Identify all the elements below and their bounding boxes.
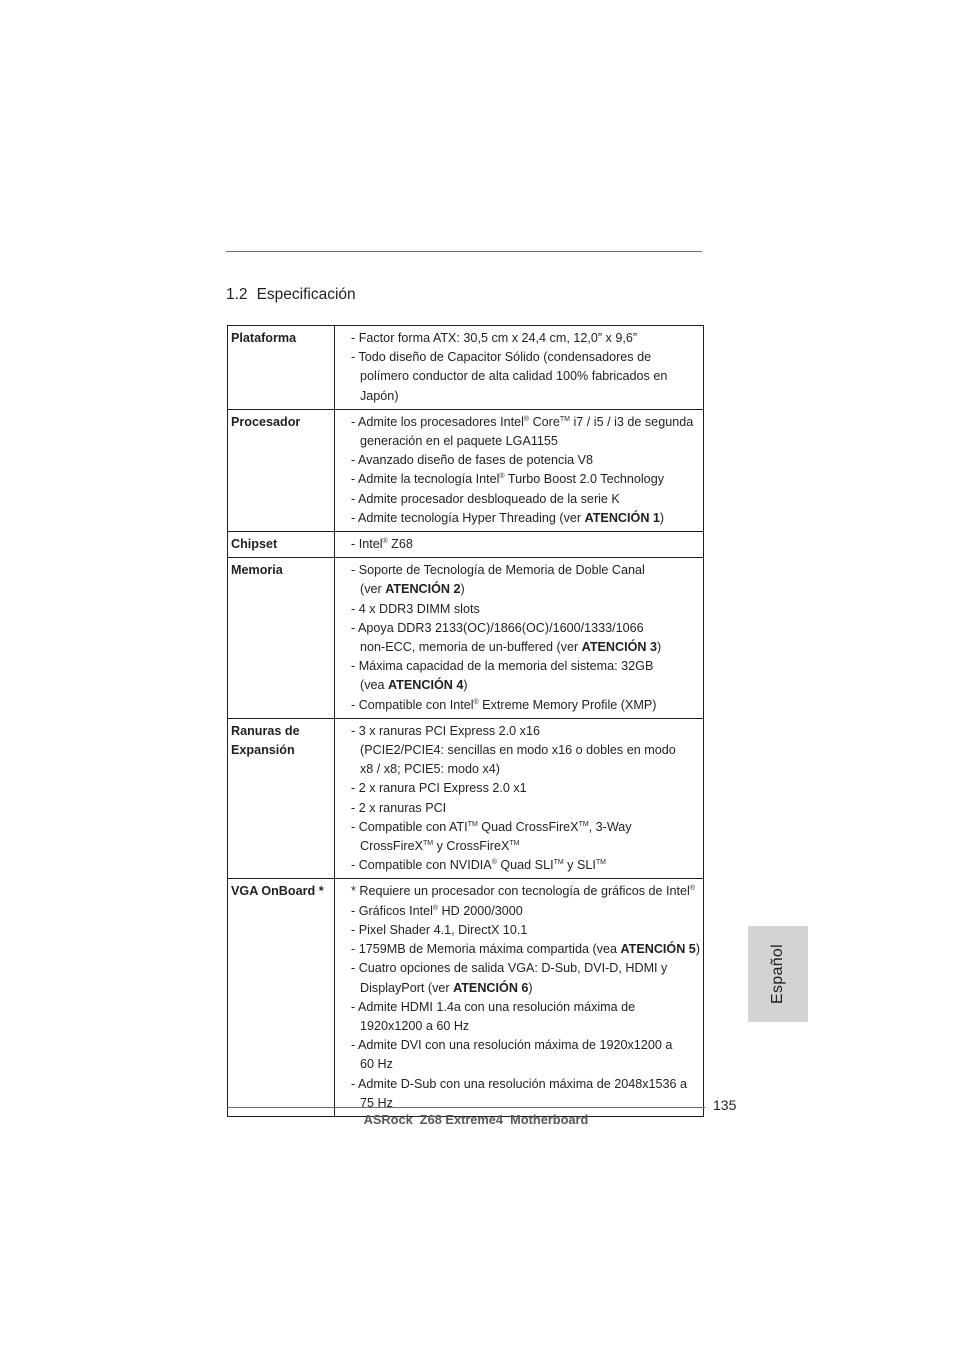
spec-value xyxy=(335,718,704,879)
spec-text: - Soporte de Tecnología de Memoria de Doble Canal xyxy=(351,563,645,578)
spec-line xyxy=(351,329,703,348)
spec-line xyxy=(351,1017,703,1036)
spec-text: (PCIE2/PCIE4: sencillas en modo x16 o dobles en modo xyxy=(360,743,676,758)
spec-text: - Apoya DDR3 2133(OC)/1866(OC)/1600/1333/1066 xyxy=(351,620,644,635)
spec-text: Japón) xyxy=(360,388,399,403)
spec-row xyxy=(228,718,704,879)
footer-divider xyxy=(227,1107,705,1108)
trademark-mark: ® xyxy=(473,698,479,706)
trademark-mark: ® xyxy=(499,473,505,481)
spec-value xyxy=(335,558,704,719)
spec-line xyxy=(351,470,703,489)
spec-line xyxy=(351,387,703,406)
spec-label-line: Plataforma xyxy=(231,331,297,345)
spec-label-line: Ranuras de xyxy=(231,723,300,738)
trademark-mark: ® xyxy=(382,538,388,546)
spec-text: ) xyxy=(460,582,465,597)
spec-line xyxy=(351,535,703,554)
spec-text: generación en el paquete LGA1155 xyxy=(360,434,558,449)
spec-text: (vea xyxy=(360,678,388,693)
spec-text: - Admite los procesadores Intel xyxy=(351,414,524,429)
spec-text: - 2 x ranura PCI Express 2.0 x1 xyxy=(351,781,527,796)
spec-label xyxy=(228,558,335,719)
spec-line xyxy=(351,760,703,779)
spec-text: * Requiere un procesador con tecnología de gráficos de Intel xyxy=(351,884,690,899)
spec-row xyxy=(228,326,704,410)
spec-label xyxy=(228,718,335,879)
spec-text: , 3-Way xyxy=(588,819,632,834)
spec-text: - Admite tecnología Hyper Threading (ver xyxy=(351,510,585,525)
spec-line xyxy=(351,818,703,837)
spec-text: i7 / i5 / i3 de segunda xyxy=(569,414,694,429)
section-number: 1.2 xyxy=(226,286,248,303)
spec-text: - Todo diseño de Capacitor Sólido (condensadores de xyxy=(351,350,652,365)
spec-text: - Cuatro opciones de salida VGA: D-Sub, DVI-D, HDMI y xyxy=(351,961,668,976)
spec-text: - 3 x ranuras PCI Express 2.0 x16 xyxy=(351,723,540,738)
trademark-mark: TM xyxy=(467,820,478,828)
spec-text: ) xyxy=(659,510,665,525)
spec-text: y SLI xyxy=(563,858,596,873)
spec-text: - Compatible con NVIDIA xyxy=(351,858,492,873)
spec-value xyxy=(335,879,704,1116)
note-reference: ATENCIÓN 2 xyxy=(385,582,461,597)
spec-text: Core xyxy=(529,414,560,429)
spec-line xyxy=(351,779,703,798)
spec-line xyxy=(351,600,703,619)
footer-product-name: ASRock Z68 Extreme4 Motherboard xyxy=(363,1112,589,1127)
note-reference: ATENCIÓN 4 xyxy=(388,678,464,693)
spec-text: - Compatible con ATI xyxy=(351,819,468,834)
spec-text: Z68 xyxy=(387,537,413,552)
spec-text: - Admite D-Sub con una resolución máxima de 2048x1536 a xyxy=(351,1076,688,1091)
spec-label-line: Chipset xyxy=(231,537,278,552)
page-number: 135 xyxy=(713,1097,737,1113)
spec-text: DisplayPort (ver xyxy=(360,980,454,995)
spec-line xyxy=(351,1036,703,1055)
spec-text: - Admite HDMI 1.4a con una resolución máxima de xyxy=(351,999,636,1014)
spec-line xyxy=(351,561,703,580)
spec-text: ) xyxy=(528,980,533,995)
spec-text: Quad CrossFireX xyxy=(477,819,579,834)
spec-label-line: VGA OnBoard * xyxy=(231,884,324,899)
spec-text: - Admite la tecnología Intel xyxy=(351,472,500,487)
spec-line xyxy=(351,882,703,901)
spec-line xyxy=(351,1075,703,1094)
spec-text: - Factor forma ATX: 30,5 cm x 24,4 cm, 12,0” x 9,6” xyxy=(351,331,638,345)
spec-text: Extreme Memory Profile (XMP) xyxy=(478,697,657,712)
spec-text: CrossFireX xyxy=(360,839,423,854)
spec-text: polímero conductor de alta calidad 100% fabricados en xyxy=(360,369,668,384)
spec-text: - Avanzado diseño de fases de potencia V8 xyxy=(351,453,594,468)
spec-text: - 1759MB de Memoria máxima compartida (vea xyxy=(351,942,621,957)
note-reference: ATENCIÓN 5 xyxy=(620,942,696,957)
spec-text: non-ECC, memoria de un-buffered (ver xyxy=(360,640,582,655)
spec-line xyxy=(351,837,703,856)
spec-line xyxy=(351,1094,703,1113)
spec-row xyxy=(228,532,704,558)
trademark-mark: TM xyxy=(595,859,606,867)
spec-row xyxy=(228,558,704,719)
spec-line xyxy=(351,902,703,921)
spec-text: ) xyxy=(657,640,662,655)
spec-line xyxy=(351,799,703,818)
spec-line xyxy=(351,998,703,1017)
top-divider xyxy=(226,251,702,252)
trademark-mark: TM xyxy=(422,840,434,848)
note-reference: ATENCIÓN 3 xyxy=(581,640,658,655)
spec-line xyxy=(351,940,703,959)
trademark-mark: ® xyxy=(491,859,497,867)
spec-text: - Máxima capacidad de la memoria del sistema: 32GB xyxy=(351,659,654,674)
spec-text: ) xyxy=(463,678,468,693)
spec-text: - 2 x ranuras PCI xyxy=(351,800,447,815)
trademark-mark: ® xyxy=(432,904,439,912)
spec-line xyxy=(351,580,703,599)
spec-line xyxy=(351,367,703,386)
trademark-mark: TM xyxy=(509,840,520,848)
spec-line xyxy=(351,979,703,998)
spec-line xyxy=(351,638,703,657)
spec-line xyxy=(351,921,703,940)
spec-text: - Admite procesador desbloqueado de la serie K xyxy=(351,491,620,506)
spec-line xyxy=(351,856,703,875)
spec-text: - Compatible con Intel xyxy=(351,697,474,712)
spec-line xyxy=(351,959,703,978)
spec-line xyxy=(351,619,703,638)
spec-row xyxy=(228,409,704,531)
spec-line xyxy=(351,1055,703,1074)
spec-line xyxy=(351,509,703,528)
spec-line xyxy=(351,676,703,695)
spec-line xyxy=(351,451,703,470)
spec-text: - 4 x DDR3 DIMM slots xyxy=(351,601,480,616)
spec-line xyxy=(351,432,703,451)
note-reference: ATENCIÓN 6 xyxy=(453,980,529,995)
spec-text: 60 Hz xyxy=(360,1057,393,1072)
spec-text: y CrossFireX xyxy=(433,839,510,854)
spec-label-line: Memoria xyxy=(231,563,283,578)
spec-text: HD 2000/3000 xyxy=(438,903,523,918)
spec-text: 1920x1200 a 60 Hz xyxy=(360,1018,470,1033)
spec-text: Turbo Boost 2.0 Technology xyxy=(504,472,664,487)
spec-label-line: Expansión xyxy=(231,743,295,758)
spec-line xyxy=(351,741,703,760)
spec-text: 75 Hz xyxy=(360,1095,393,1110)
spec-text: x8 / x8; PCIE5: modo x4) xyxy=(360,762,500,777)
spec-text: - Gráficos Intel xyxy=(351,903,433,918)
spec-label xyxy=(228,879,335,1116)
spec-text: - Admite DVI con una resolución máxima de 1920x1200 a xyxy=(351,1038,673,1053)
spec-value xyxy=(335,532,704,558)
trademark-mark: ® xyxy=(689,885,696,893)
language-side-tab xyxy=(748,926,808,1022)
language-tab-label: Español xyxy=(769,944,786,1004)
section-heading xyxy=(226,286,356,304)
spec-text: Quad SLI xyxy=(496,858,554,873)
trademark-mark: TM xyxy=(578,820,589,828)
spec-label xyxy=(228,409,335,531)
spec-text: - Intel xyxy=(351,537,383,552)
trademark-mark: TM xyxy=(553,859,564,867)
spec-label xyxy=(228,326,335,410)
specification-table xyxy=(227,325,704,1117)
spec-row xyxy=(228,879,704,1116)
spec-text: ) xyxy=(695,942,701,957)
spec-label xyxy=(228,532,335,558)
spec-line xyxy=(351,348,703,367)
spec-value xyxy=(335,409,704,531)
spec-line xyxy=(351,696,703,715)
trademark-mark: ® xyxy=(523,415,530,423)
spec-line xyxy=(351,490,703,509)
section-title: Especificación xyxy=(256,286,356,303)
spec-line xyxy=(351,657,703,676)
spec-value xyxy=(335,326,704,410)
trademark-mark: TM xyxy=(559,415,570,423)
note-reference: ATENCIÓN 1 xyxy=(584,510,660,525)
spec-line xyxy=(351,413,703,432)
spec-label-line: Procesador xyxy=(231,414,301,429)
spec-text: (ver xyxy=(360,582,386,597)
spec-line xyxy=(351,722,703,741)
spec-text: - Pixel Shader 4.1, DirectX 10.1 xyxy=(351,922,528,937)
